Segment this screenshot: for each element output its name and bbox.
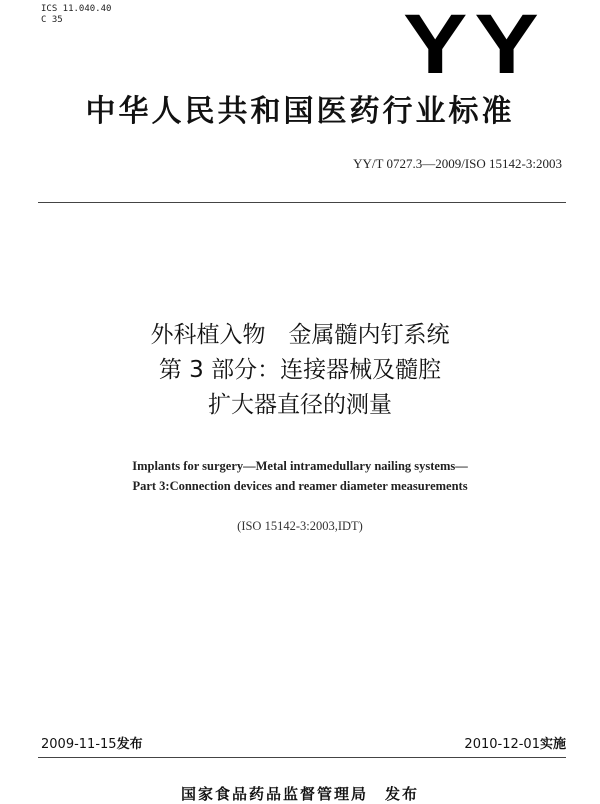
title-cn-line-1: 外科植入物 金属髓内钉系统 xyxy=(150,322,450,348)
title-cn-line-3: 扩大器直径的测量 xyxy=(208,392,392,418)
issuing-authority: 国家食品药品监督管理局 发布 xyxy=(180,785,419,803)
title-en-line-2: Part 3:Connection devices and reamer diameter measurements xyxy=(132,479,468,493)
bottom-divider xyxy=(38,757,566,758)
publish-label: 发布 xyxy=(116,737,143,752)
iso-reference: (ISO 15142-3:2003,IDT) xyxy=(237,519,363,533)
ics-code: ICS 11.040.40 xyxy=(41,4,112,14)
implement-label: 实施 xyxy=(539,737,566,752)
publish-date xyxy=(41,737,143,753)
standard-number: YY/T 0727.3—2009/ISO 15142-3:2003 xyxy=(353,156,562,171)
publish-date-value: 2009-11-15 xyxy=(41,737,117,752)
implementation-date xyxy=(464,737,566,753)
title-cn-line-2: 第 3 部分：连接器械及髓腔 xyxy=(158,357,442,383)
title-en-line-1: Implants for surgery—Metal intramedullary nailing systems— xyxy=(132,459,468,473)
yy-logo: YY xyxy=(403,0,546,91)
ics-classification xyxy=(41,4,111,26)
document-title-english xyxy=(0,456,600,496)
implement-date-value: 2010-12-01 xyxy=(464,737,540,752)
top-divider xyxy=(38,202,566,203)
classification-code: C 35 xyxy=(41,15,63,25)
standard-category-title: 中华人民共和国医药行业标准 xyxy=(85,94,515,129)
document-title-chinese xyxy=(0,318,600,423)
